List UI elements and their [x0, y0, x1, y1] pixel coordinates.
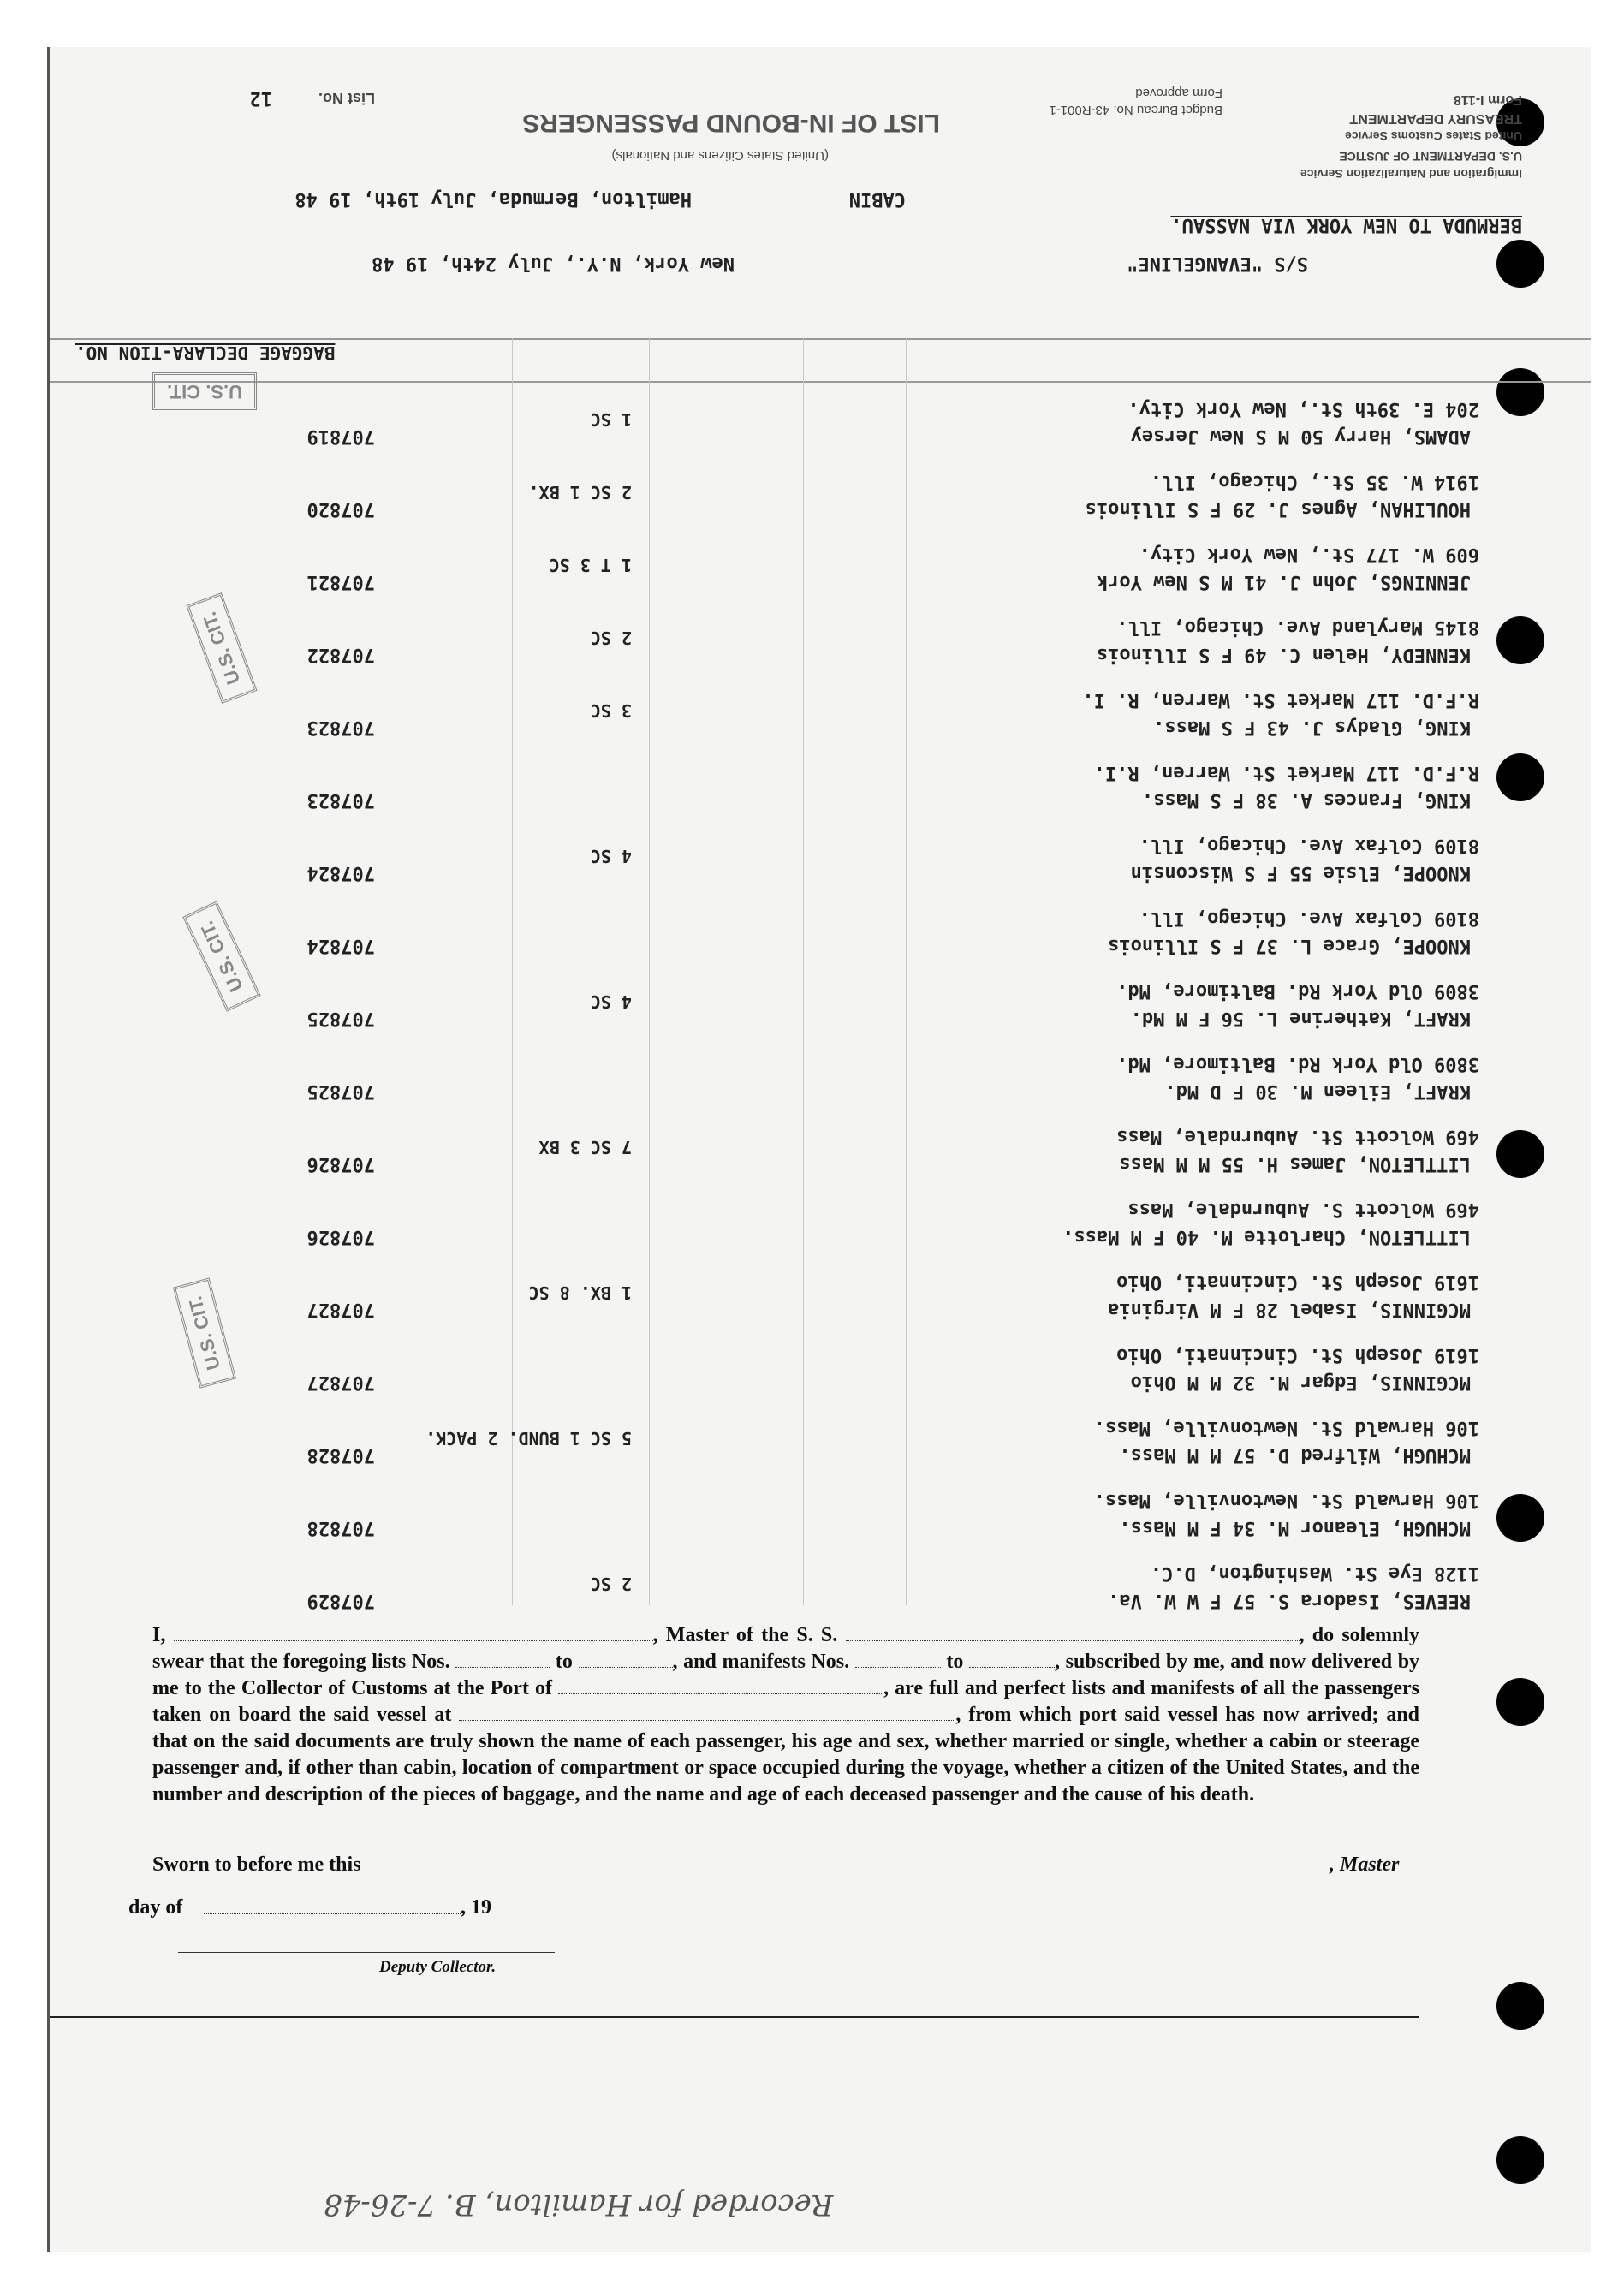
passenger-name: MCGINNIS, Isabel 28 F M Virginia: [1108, 1299, 1471, 1320]
passenger-name: MCHUGH, Eleanor M. 34 F M Mass.: [1119, 1517, 1471, 1538]
passenger-row: [50, 1327, 1591, 1400]
passenger-address: 3809 Old York Rd. Baltimore, Md.: [1116, 980, 1479, 1002]
master-label: , Master: [1330, 1854, 1400, 1876]
baggage-declaration-number: 707820: [306, 498, 375, 520]
passenger-row: [50, 1473, 1591, 1545]
dept-treasury: TREASURY DEPARTMENT: [1349, 111, 1522, 126]
baggage-declaration-number: 707821: [306, 571, 375, 592]
oath-blank-list-to[interactable]: [579, 1667, 673, 1668]
baggage-declaration-number: 707826: [306, 1153, 375, 1175]
oath-paragraph: [152, 1622, 1419, 1808]
dept-justice: U.S. DEPARTMENT OF JUSTICE: [1339, 150, 1522, 164]
passenger-row: [50, 527, 1591, 599]
sworn-label: Sworn to before me this: [152, 1854, 361, 1876]
baggage-declaration-number: 707828: [306, 1517, 375, 1538]
baggage-count: 2 SC: [590, 1574, 632, 1594]
passenger-name: JENNINGS, John J. 41 M S New York: [1096, 571, 1471, 592]
passenger-name: MCGINNIS, Edgar M. 32 M M Ohio: [1130, 1372, 1471, 1393]
passenger-name: KNOOPE, Elsie 55 F S Wisconsin: [1130, 862, 1471, 884]
passenger-address: 204 E. 39th St., New York City.: [1127, 398, 1479, 420]
baggage-count: 4 SC: [590, 846, 632, 866]
citizen-stamp: U.S. CIT.: [173, 1277, 236, 1388]
baggage-declaration-number: 707824: [306, 935, 375, 956]
passenger-address: 3809 Old York Rd. Baltimore, Md.: [1116, 1053, 1479, 1074]
oath-text: , and manifests Nos.: [672, 1651, 850, 1673]
immigration-service: Immigration and Naturalization Service: [1300, 167, 1522, 181]
passenger-name: KING, Gladys J. 43 F S Mass.: [1153, 717, 1471, 738]
form-approved: Form approved: [1135, 86, 1222, 100]
arrival-line: New York, N.Y., July 24th, 19 48: [372, 253, 735, 274]
passenger-address: 469 Wolcott St. Auburndale, Mass: [1116, 1126, 1479, 1147]
passenger-row: [50, 1254, 1591, 1327]
punch-hole: [1496, 2136, 1544, 2184]
baggage-count: 7 SC 3 BX: [538, 1137, 632, 1157]
page-title: LIST OF IN-BOUND PASSENGERS: [522, 109, 940, 137]
passenger-row: [50, 745, 1591, 818]
oath-blank-vessel[interactable]: [846, 1640, 1300, 1641]
budget-bureau: Budget Bureau No. 43-R001-1: [1049, 103, 1222, 117]
passenger-name: KENNEDY, Helen C. 49 F S Illinois: [1096, 644, 1471, 665]
baggage-declaration-header: BAGGAGE DECLARA-TION NO.: [75, 342, 336, 363]
passenger-name: KNOOPE, Grace L. 37 F S Illinois: [1108, 935, 1471, 956]
passenger-address: 8109 Colfax Ave. Chicago, Ill.: [1139, 907, 1479, 929]
oath-blank-manifest-from[interactable]: [855, 1667, 941, 1668]
citizen-stamp: U.S. CIT.: [152, 372, 257, 410]
oath-text: to: [555, 1651, 573, 1673]
punch-hole: [1496, 1982, 1544, 2030]
passenger-address: 8145 Maryland Ave. Chicago, Ill.: [1116, 616, 1479, 638]
baggage-count: 5 SC 1 BUND. 2 PACK.: [425, 1428, 632, 1449]
baggage-declaration-number: 707819: [306, 425, 375, 447]
passenger-row: [50, 1545, 1591, 1618]
baggage-declaration-number: 707826: [306, 1226, 375, 1247]
year-label: , 19: [461, 1896, 491, 1919]
oath-blank-departure-port[interactable]: [459, 1720, 955, 1721]
passenger-address: 1619 Joseph St. Cincinnati, Ohio: [1116, 1271, 1479, 1293]
passenger-row: [50, 1181, 1591, 1254]
baggage-declaration-number: 707824: [306, 862, 375, 884]
passenger-row: [50, 890, 1591, 963]
passenger-name: REEVES, Isadora S. 57 F W W. Va.: [1108, 1590, 1471, 1611]
cabin-class: CABIN: [848, 188, 906, 210]
oath-text: , Master of the S. S.: [652, 1624, 838, 1646]
oath-blank-name[interactable]: [174, 1640, 653, 1641]
baggage-declaration-number: 707827: [306, 1372, 375, 1393]
passenger-address: 106 Harwald St. Newtonville, Mass.: [1093, 1490, 1479, 1511]
page-subtitle: (United States Citizens and Nationals): [611, 148, 829, 163]
customs-service: United States Customs Service: [1345, 129, 1522, 143]
passenger-name: KRAFT, Eileen M. 30 F D Md.: [1164, 1080, 1471, 1102]
baggage-declaration-number: 707823: [306, 789, 375, 811]
day-of-blank[interactable]: [204, 1913, 461, 1914]
oath-text: to: [946, 1651, 964, 1673]
passenger-row: [50, 599, 1591, 672]
passenger-address: 1128 Eye St. Washington, D.C.: [1150, 1562, 1479, 1584]
passenger-address: 1619 Joseph St. Cincinnati, Ohio: [1116, 1344, 1479, 1366]
baggage-declaration-number: 707825: [306, 1008, 375, 1029]
passenger-row: [50, 1109, 1591, 1181]
departure-line: Hamilton, Bermuda, July 19th, 19 48: [294, 188, 692, 210]
passenger-name: LITTLETON, James H. 55 M M Mass: [1119, 1153, 1471, 1175]
passenger-name: KING, Frances A. 38 F S Mass.: [1141, 789, 1471, 811]
baggage-count: 3 SC: [590, 700, 632, 721]
oath-text: , are full and perfect lists and manifests of all the passengers taken on board the said vessel at: [152, 1677, 1420, 1726]
baggage-count: 4 SC: [590, 991, 632, 1012]
passenger-address: 609 W. 177 St., New York City.: [1139, 544, 1479, 565]
baggage-count: 1 T 3 SC: [549, 555, 632, 575]
passenger-name: ADAMS, Harry 50 M S New Jersey: [1130, 425, 1471, 447]
passenger-address: 8109 Colfax Ave. Chicago, Ill.: [1139, 835, 1479, 856]
header-block: [50, 47, 1591, 321]
passenger-row: [50, 963, 1591, 1036]
passenger-row: [50, 381, 1591, 454]
baggage-count: 2 SC 1 BX.: [528, 482, 632, 503]
passenger-row: [50, 1400, 1591, 1473]
baggage-declaration-number: 707827: [306, 1299, 375, 1320]
passenger-address: 106 Harwald St. Newtonville, Mass.: [1093, 1417, 1479, 1438]
passenger-address: R.F.D. 117 Market St. Warren, R.I.: [1093, 762, 1479, 783]
bottom-rule: [50, 2016, 1419, 2018]
passenger-name: LITTLETON, Charlotte M. 40 F M Mass.: [1062, 1226, 1471, 1247]
passenger-address: 469 Wolcott S. Auburndale, Mass: [1127, 1199, 1479, 1220]
passenger-address: 1914 W. 35 St., Chicago, Ill.: [1150, 471, 1479, 492]
passenger-row: [50, 672, 1591, 745]
manifest-page: [47, 47, 1591, 2252]
baggage-declaration-number: 707829: [306, 1590, 375, 1611]
baggage-declaration-number: 707825: [306, 1080, 375, 1102]
baggage-declaration-number: 707828: [306, 1444, 375, 1466]
passenger-name: MCHUGH, Wilfred D. 57 M M Mass.: [1119, 1444, 1471, 1466]
baggage-count: 1 SC: [590, 409, 632, 430]
passenger-name: HOULIHAN, Agnes J. 29 F S Illinois: [1085, 498, 1471, 520]
baggage-declaration-number: 707823: [306, 717, 375, 738]
oath-text: I,: [152, 1624, 166, 1646]
baggage-declaration-number: 707822: [306, 644, 375, 665]
baggage-count: 2 SC: [590, 628, 632, 648]
oath-text: , do solemnly swear that the foregoing lists Nos.: [152, 1624, 1419, 1673]
passenger-row: [50, 818, 1591, 890]
oath-blank-port[interactable]: [558, 1693, 883, 1694]
deputy-signature-line[interactable]: [178, 1952, 555, 1953]
oath-text: , subscribed by me, and now delivered by me to the Collector of Customs at the Port of: [152, 1651, 1420, 1699]
page-number: 12: [249, 87, 272, 109]
route: BERMUDA TO NEW YORK VIA NASSAU.: [1170, 214, 1522, 235]
deputy-label: Deputy Collector.: [379, 1958, 497, 1976]
passenger-address: R.F.D. 117 Market St. Warren, R. I.: [1082, 689, 1479, 711]
citizen-stamp: U.S. CIT.: [186, 592, 257, 704]
form-number: Form I-118: [1453, 92, 1522, 107]
vessel-name: S/S "EVANGELINE": [1127, 253, 1308, 274]
passenger-name: KRAFT, Katherine L. 56 F M Md.: [1130, 1008, 1471, 1029]
oath-blank-list-from[interactable]: [455, 1667, 550, 1668]
punch-hole: [1496, 1678, 1544, 1726]
citizen-stamp: U.S. CIT.: [182, 901, 260, 1011]
oath-blank-manifest-to[interactable]: [969, 1667, 1055, 1668]
oath-text: , from which port said vessel has now arrived; and that on the said documents are truly shown the name of each passenger, his age and sex, whether married or single, whether a cabin or steerage passenger and, if other than cabin, location of compartment or space occupied during the voyage, whether a citizen of the United States, and the number and description of the pieces of baggage, and the name and age of each deceased passenger and the cause of his death.: [152, 1704, 1420, 1806]
list-no: List No.: [318, 90, 375, 107]
passenger-row: [50, 454, 1591, 527]
passenger-row: [50, 1036, 1591, 1109]
day-of-label: day of: [128, 1896, 183, 1919]
handwritten-note: Recorded for Hamilton, B. 7-26-48: [324, 2187, 834, 2222]
baggage-count: 1 BX. 8 SC: [528, 1282, 632, 1303]
